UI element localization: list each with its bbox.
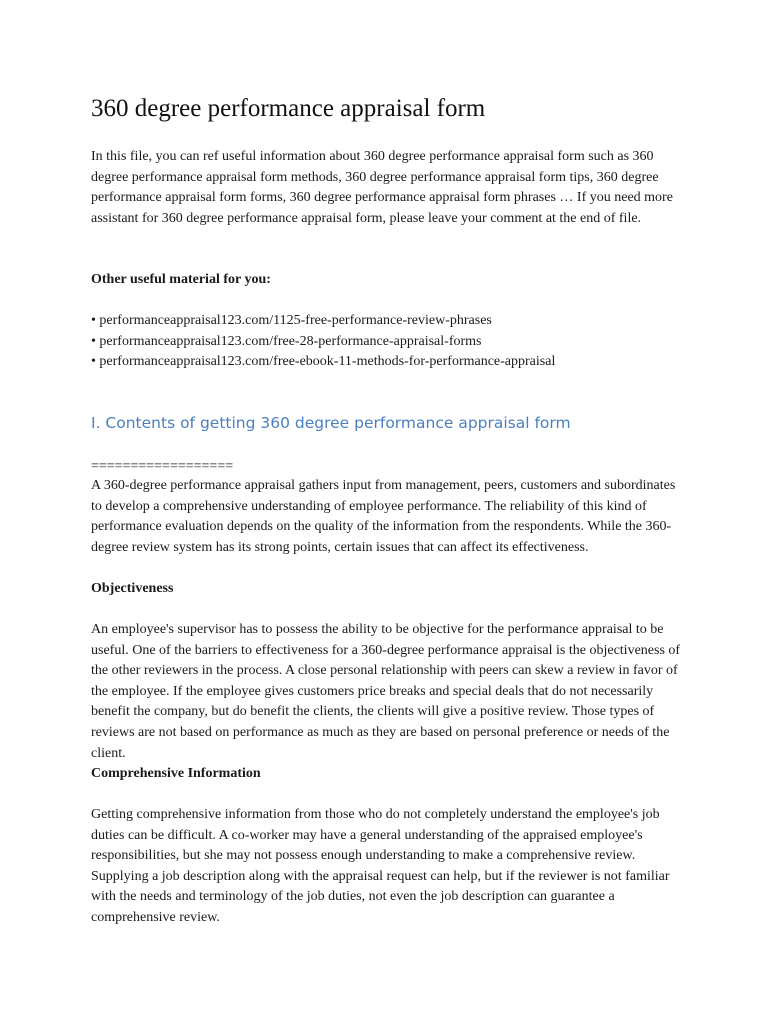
material-link[interactable]: • performanceappraisal123.com/free-ebook-11-methods-for-performance-appraisal [91,352,555,373]
heading-objectiveness: Objectiveness [91,581,174,596]
material-links-list [91,311,555,373]
paragraph-comprehensive-information: Getting comprehensive information from those who do not completely understand the employee's job duties can be difficult. A co-worker may have a general understanding of the appraised employee's responsibilities, but she may not possess enough understanding to make a comprehensive review. Supplying a job description along with the appraisal request can help, but if the reviewer is not familiar with the needs and terminology of the job duties, not even the job description can guarantee a comprehensive review. [91,807,670,925]
paragraph-overview: A 360-degree performance appraisal gathers input from management, peers, customers and subordinates to develop a comprehensive understanding of employee performance. The reliability of this kind of performance evaluation depends on the quality of the information from the respondents. While the 360-degree review system has its strong points, certain issues that can affect its effectiveness. [91,478,676,555]
heading-comprehensive-information: Comprehensive Information [91,766,261,781]
paragraph-objectiveness: An employee's supervisor has to possess the ability to be objective for the performance appraisal to be useful. One of the barriers to effectiveness for a 360-degree performance appraisal is the objectiveness of the other reviewers in the process. A close personal relationship with peers can skew a review in favor of the employee. If the employee gives customers price breaks and special deals that do not necessarily benefit the company, but do benefit the clients, the clients will give a positive review. Those types of reviews are not based on performance as much as they are based on personal preference or needs of the client. [91,622,681,761]
intro-paragraph: In this file, you can ref useful information about 360 degree performance appraisal form such as 360 degree performance appraisal form methods, 360 degree performance appraisal form tips, 360 degree performance appraisal form forms, 360 degree performance appraisal form phrases … If you need more assistant for 360 degree performance appraisal form, please leave your comment at the end of file. [91,149,673,226]
divider-line: ================== [91,459,234,474]
material-link[interactable]: • performanceappraisal123.com/free-28-performance-appraisal-forms [91,332,555,353]
section-heading: I. Contents of getting 360 degree performance appraisal form [91,414,571,432]
material-heading: Other useful material for you: [91,272,271,287]
material-link[interactable]: • performanceappraisal123.com/1125-free-performance-review-phrases [91,311,555,332]
document-title: 360 degree performance appraisal form [91,95,486,122]
